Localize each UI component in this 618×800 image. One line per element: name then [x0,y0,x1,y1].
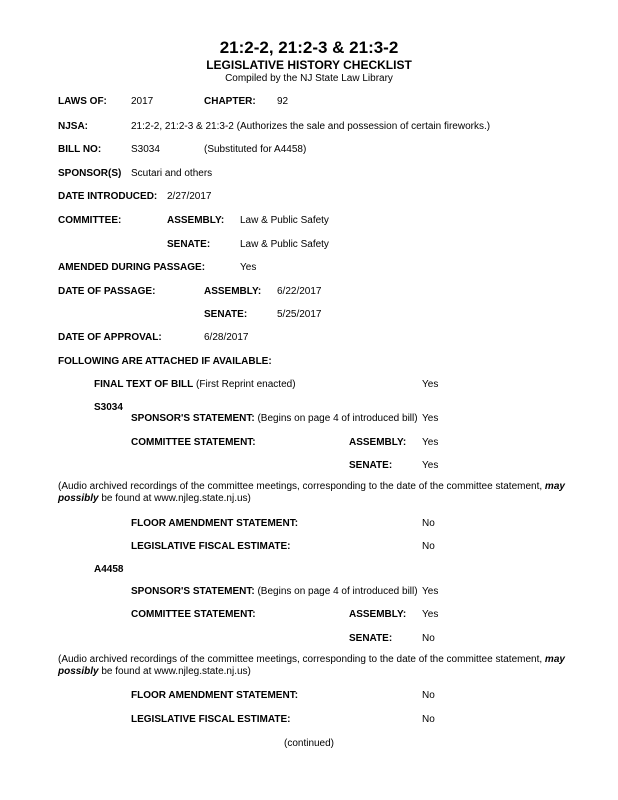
a4458-heading: A4458 [94,564,124,575]
a4458-sponsor-value: Yes [422,586,439,597]
s3034-audio-note [58,481,606,505]
a4458-sponsor-label: SPONSOR'S STATEMENT: [131,586,255,597]
a4458-assembly-value: Yes [422,609,439,620]
a4458-sponsor-note: (Begins on page 4 of introduced bill) [257,586,418,597]
chapter-label: CHAPTER: [204,96,256,107]
chapter-value: 92 [277,96,289,107]
a4458-floor-label: FLOOR AMENDMENT STATEMENT: [131,690,299,701]
attached-heading: FOLLOWING ARE ATTACHED IF AVAILABLE: [58,356,272,367]
s3034-audio-note-emphasis: may possibly [58,481,565,504]
passage-senate-value: 5/25/2017 [277,309,322,320]
a4458-fiscal-label: LEGISLATIVE FISCAL ESTIMATE: [131,714,291,725]
sponsors-label: SPONSOR(S) [58,168,122,179]
passage-assembly-value: 6/22/2017 [277,286,322,297]
s3034-senate-label: SENATE: [349,460,393,471]
committee-assembly-label: ASSEMBLY: [167,215,225,226]
committee-label: COMMITTEE: [58,215,122,226]
laws-of-label: LAWS OF: [58,96,107,107]
final-text-label: FINAL TEXT OF BILL [94,379,194,390]
s3034-floor-label: FLOOR AMENDMENT STATEMENT: [131,518,299,529]
bill-no-note: (Substituted for A4458) [204,144,307,155]
a4458-floor-value: No [422,690,435,701]
s3034-heading: S3034 [94,402,123,413]
s3034-senate-value: Yes [422,460,439,471]
a4458-committee-label: COMMITTEE STATEMENT: [131,609,256,620]
s3034-audio-note-before: (Audio archived recordings of the committee meetings, corresponding to the date of the committee statement, [58,481,545,492]
njsa-label: NJSA: [58,121,89,132]
a4458-sponsor-row [131,586,418,597]
s3034-fiscal-value: No [422,541,435,552]
s3034-sponsor-label: SPONSOR'S STATEMENT: [131,413,255,424]
compiled-by: Compiled by the NJ State Law Library [225,73,393,84]
a4458-audio-note [58,654,606,678]
a4458-assembly-label: ASSEMBLY: [349,609,407,620]
bill-no-value: S3034 [131,144,160,155]
a4458-audio-note-emphasis: may possibly [58,654,565,677]
sponsors-value: Scutari and others [131,168,213,179]
date-of-approval-value: 6/28/2017 [204,332,249,343]
a4458-senate-label: SENATE: [349,633,393,644]
bill-no-label: BILL NO: [58,144,102,155]
s3034-fiscal-label: LEGISLATIVE FISCAL ESTIMATE: [131,541,291,552]
document-title: 21:2-2, 21:2-3 & 21:3-2 [219,38,399,57]
final-text-note: (First Reprint enacted) [196,379,296,390]
a4458-audio-note-before: (Audio archived recordings of the committee meetings, corresponding to the date of the committee statement, [58,654,545,665]
a4458-audio-note-after: be found at www.njleg.state.nj.us) [98,666,251,677]
s3034-sponsor-row [131,413,418,424]
s3034-sponsor-note: (Begins on page 4 of introduced bill) [257,413,418,424]
final-text-row [94,379,296,390]
date-of-approval-label: DATE OF APPROVAL: [58,332,162,343]
date-introduced-label: DATE INTRODUCED: [58,191,158,202]
passage-senate-label: SENATE: [204,309,248,320]
date-of-passage-label: DATE OF PASSAGE: [58,286,156,297]
s3034-assembly-value: Yes [422,437,439,448]
s3034-committee-label: COMMITTEE STATEMENT: [131,437,256,448]
s3034-floor-value: No [422,518,435,529]
njsa-value: 21:2-2, 21:2-3 & 21:3-2 (Authorizes the sale and possession of certain fireworks.) [131,121,491,132]
passage-assembly-label: ASSEMBLY: [204,286,262,297]
amended-value: Yes [240,262,257,273]
a4458-senate-value: No [422,633,435,644]
s3034-assembly-label: ASSEMBLY: [349,437,407,448]
final-text-value: Yes [422,379,439,390]
date-introduced-value: 2/27/2017 [167,191,212,202]
committee-senate-value: Law & Public Safety [240,239,329,250]
committee-senate-label: SENATE: [167,239,211,250]
s3034-sponsor-value: Yes [422,413,439,424]
laws-of-value: 2017 [131,96,154,107]
amended-label: AMENDED DURING PASSAGE: [58,262,206,273]
document-subtitle: LEGISLATIVE HISTORY CHECKLIST [206,58,412,72]
s3034-audio-note-after: be found at www.njleg.state.nj.us) [98,493,251,504]
committee-assembly-value: Law & Public Safety [240,215,329,226]
a4458-fiscal-value: No [422,714,435,725]
continued-footer: (continued) [283,738,335,749]
